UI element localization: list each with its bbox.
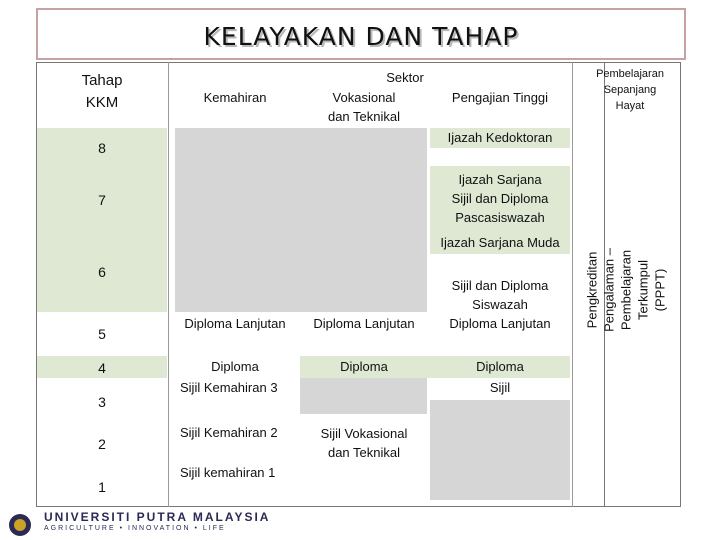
cell-pt-diploma: Diploma xyxy=(476,359,524,374)
gray-block-upper xyxy=(175,128,427,312)
header-pembelajaran: Pembelajaran Sepanjang Hayat xyxy=(596,68,664,112)
footer-university: UNIVERSITI PUTRA MALAYSIA xyxy=(44,510,271,524)
cell-vt-diploma-lanjutan: Diploma Lanjutan xyxy=(313,316,415,331)
col-divider-2 xyxy=(572,62,573,507)
level-8: 8 xyxy=(98,140,106,156)
level-3: 3 xyxy=(98,394,106,410)
cell-km-sijil2: Sijil Kemahiran 2 xyxy=(180,425,278,440)
header-pengajian: Pengajian Tinggi xyxy=(451,90,549,105)
cell-vt-diploma: Diploma xyxy=(340,359,388,374)
level-7: 7 xyxy=(98,192,106,208)
cell-pt-diploma-lanjutan: Diploma Lanjutan xyxy=(449,316,551,331)
page-title: KELAYAKAN DAN TAHAP xyxy=(203,22,519,51)
level-2: 2 xyxy=(98,436,106,452)
header-kemahiran: Kemahiran xyxy=(203,90,267,105)
level-1: 1 xyxy=(98,479,106,495)
gray-block-vokasional xyxy=(300,378,427,414)
header-vokasional: Vokasional dan Teknikal xyxy=(327,90,401,124)
cell-km-sijil1: Sijil kemahiran 1 xyxy=(180,465,276,480)
pppt-label: Pengkreditan Pengalaman – Pembelajaran Terkumpul (PPPT) xyxy=(584,248,668,332)
cell-km-diploma: Diploma xyxy=(211,359,259,374)
cell-sarjana: Ijazah Sarjana Sijil dan Diploma Pascasiswazah xyxy=(451,172,549,225)
header-sektor: Sektor xyxy=(386,70,424,85)
footer-tagline: AGRICULTURE • INNOVATION • LIFE xyxy=(44,525,226,532)
cell-km-diploma-lanjutan: Diploma Lanjutan xyxy=(184,316,286,331)
col-divider-1 xyxy=(168,62,169,507)
cell-kedoktoran: Ijazah Kedoktoran xyxy=(447,130,553,145)
cell-vt-sijil: Sijil Vokasional dan Teknikal xyxy=(320,426,408,460)
cell-siswazah: Sijil dan Diploma Siswazah xyxy=(451,278,549,312)
cell-pt-sijil: Sijil xyxy=(489,380,511,395)
gray-block-pengajian xyxy=(430,400,570,500)
level-4: 4 xyxy=(98,360,106,376)
upm-logo-icon xyxy=(0,510,40,540)
level-5: 5 xyxy=(98,326,106,342)
cell-km-sijil3: Sijil Kemahiran 3 xyxy=(180,380,278,395)
header-tahap: Tahap KKM xyxy=(81,72,123,111)
cell-sarjana-muda: Ijazah Sarjana Muda xyxy=(440,235,560,250)
level-6: 6 xyxy=(98,264,106,280)
